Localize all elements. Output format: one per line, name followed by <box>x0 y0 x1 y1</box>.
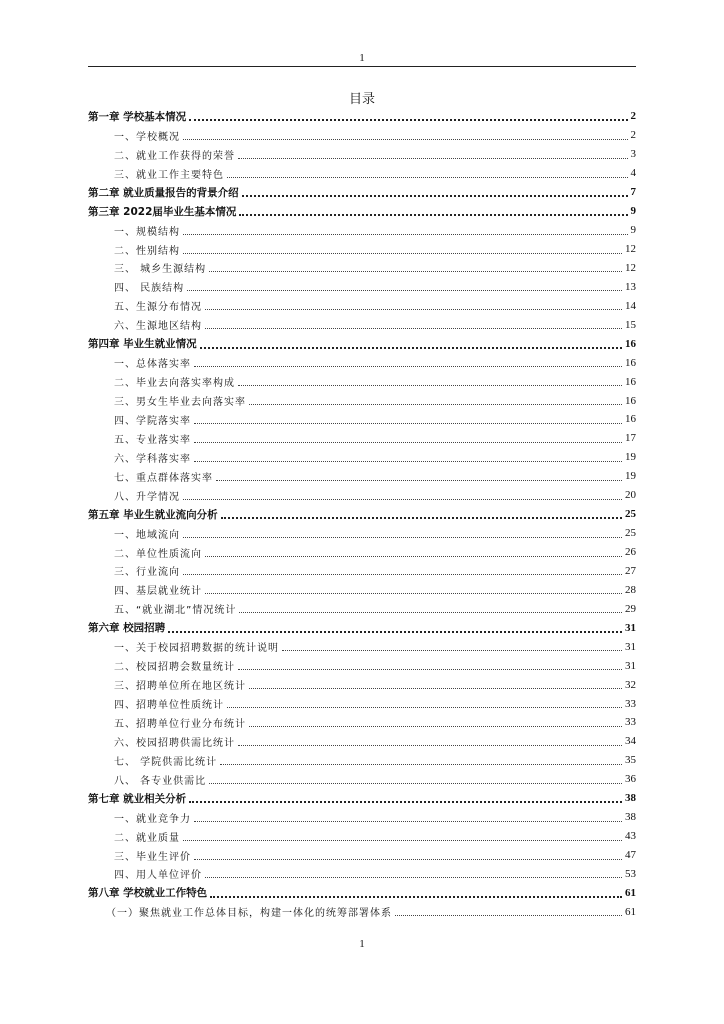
toc-leader-dots <box>205 546 622 557</box>
toc-entry-page: 47 <box>625 849 636 862</box>
toc-leader-dots <box>242 185 628 197</box>
toc-entry-title: 二、就业工作获得的荣誉 <box>114 150 235 162</box>
toc-section-entry[interactable] <box>88 524 636 543</box>
toc-entry-page: 19 <box>625 451 636 464</box>
toc-leader-dots <box>220 754 622 765</box>
toc-chapter-entry[interactable] <box>88 202 636 221</box>
toc-entry-title: 二、就业质量 <box>114 832 180 844</box>
toc-entry-title: 一、学校概况 <box>114 131 180 143</box>
toc-entry-title: 二、性别结构 <box>114 245 180 257</box>
toc-section-entry[interactable] <box>88 846 636 865</box>
toc-section-entry[interactable] <box>88 770 636 789</box>
toc-chapter-entry[interactable] <box>88 618 636 637</box>
toc-entry-page: 61 <box>625 905 636 918</box>
toc-entry-title: 四、学院落实率 <box>114 415 191 427</box>
toc-section-entry[interactable] <box>88 732 636 751</box>
toc-leader-dots <box>183 489 622 500</box>
toc-entry-page: 38 <box>625 792 636 805</box>
toc-leader-dots <box>194 451 622 462</box>
toc-chapter-entry[interactable] <box>88 789 636 808</box>
toc-leader-dots <box>183 527 622 538</box>
toc-chapter-entry[interactable] <box>88 334 636 353</box>
toc-entry-page: 3 <box>630 148 636 161</box>
toc-leader-dots <box>210 886 622 898</box>
toc-entry-title: 七、重点群体落实率 <box>114 472 213 484</box>
toc-entry-title: 一、总体落实率 <box>114 359 191 371</box>
toc-leader-dots <box>205 867 622 878</box>
toc-leader-dots <box>238 735 622 746</box>
toc-section-entry[interactable] <box>88 315 636 334</box>
toc-entry-title: 五、专业落实率 <box>114 434 191 446</box>
toc-section-entry[interactable] <box>88 656 636 675</box>
toc-entry-title: 五、招聘单位行业分布统计 <box>114 718 246 730</box>
toc-entry-page: 26 <box>625 546 636 559</box>
toc-entry-title: 三、招聘单位所在地区统计 <box>114 681 246 693</box>
toc-entry-page: 2 <box>630 110 636 123</box>
toc-leader-dots <box>249 716 622 727</box>
toc-section-entry[interactable] <box>88 240 636 259</box>
toc-entry-title: 六、生源地区结构 <box>114 321 202 333</box>
toc-entry-page: 27 <box>625 564 636 577</box>
toc-entry-title: 三、男女生毕业去向落实率 <box>114 397 246 409</box>
toc-entry-page: 33 <box>625 716 636 729</box>
toc-entry-page: 38 <box>625 811 636 824</box>
toc-section-entry[interactable] <box>88 353 636 372</box>
toc-entry-title: 六、校园招聘供需比统计 <box>114 737 235 749</box>
toc-section-entry[interactable] <box>88 221 636 240</box>
toc-entry-title: 第七章 就业相关分析 <box>88 792 187 805</box>
toc-entry-page: 16 <box>625 413 636 426</box>
toc-title: 目录 <box>348 92 375 107</box>
toc-entry-title: 四、 民族结构 <box>114 283 185 295</box>
header-page-number: 1 <box>359 52 365 64</box>
toc-entry-page: 19 <box>625 470 636 483</box>
toc-entry-title: 一、地域流向 <box>114 529 180 541</box>
toc-leader-dots <box>187 280 622 291</box>
toc-entry-page: 17 <box>625 432 636 445</box>
toc-section-entry[interactable] <box>88 372 636 391</box>
toc-entry-page: 25 <box>625 508 636 521</box>
toc-chapter-entry[interactable] <box>88 883 636 902</box>
toc-leader-dots <box>205 583 622 594</box>
toc-entry-title: 一、就业竞争力 <box>114 813 191 825</box>
toc-entry-title: 第八章 学校就业工作特色 <box>88 887 208 900</box>
toc-entry-page: 16 <box>625 375 636 388</box>
toc-section-entry[interactable] <box>88 410 636 429</box>
toc-section-entry[interactable] <box>88 126 636 145</box>
toc-entry-title: 二、校园招聘会数量统计 <box>114 662 235 674</box>
toc-section-entry[interactable] <box>88 259 636 278</box>
toc-entry-title: 八、 各专业供需比 <box>114 775 207 787</box>
toc-entry-page: 43 <box>625 830 636 843</box>
toc-entry-page: 28 <box>625 583 636 596</box>
toc-entry-title: 二、毕业去向落实率构成 <box>114 378 235 390</box>
toc-entry-page: 12 <box>625 243 636 256</box>
toc-section-entry[interactable] <box>88 694 636 713</box>
toc-section-entry[interactable] <box>88 429 636 448</box>
toc-leader-dots <box>249 678 622 689</box>
toc-entry-title: 七、 学院供需比统计 <box>114 756 218 768</box>
toc-entry-title: 第二章 就业质量报告的背景介绍 <box>88 186 239 199</box>
toc-leader-dots <box>238 659 622 670</box>
toc-entry-page: 25 <box>625 527 636 540</box>
toc-leader-dots <box>238 148 628 159</box>
toc-section-entry[interactable] <box>88 902 636 921</box>
toc-entry-title: 三、毕业生评价 <box>114 851 191 863</box>
toc-entry-title: 第一章 学校基本情况 <box>88 110 187 123</box>
toc-entry-page: 32 <box>625 678 636 691</box>
toc-entry-page: 31 <box>625 621 636 634</box>
toc-leader-dots <box>239 602 622 613</box>
toc-entry-title: 四、基层就业统计 <box>114 586 202 598</box>
toc-entry-page: 9 <box>630 205 636 218</box>
toc-entry-title: 一、规模结构 <box>114 226 180 238</box>
toc-leader-dots <box>227 697 622 708</box>
toc-entry-page: 34 <box>625 735 636 748</box>
toc-entry-title: （一）聚焦就业工作总体目标，构建一体化的统筹部署体系 <box>106 908 392 920</box>
toc-leader-dots <box>221 507 622 519</box>
toc-leader-dots <box>194 413 622 424</box>
toc-entry-page: 12 <box>625 261 636 274</box>
toc-section-entry[interactable] <box>88 296 636 315</box>
toc-leader-dots <box>183 129 628 140</box>
toc-entry-page: 7 <box>630 186 636 199</box>
toc-entry-page: 4 <box>630 167 636 180</box>
toc-section-entry[interactable] <box>88 543 636 562</box>
toc-leader-dots <box>249 394 622 405</box>
toc-leader-dots <box>189 109 627 121</box>
toc-entry-title: 第三章 2022届毕业生基本情况 <box>88 205 237 218</box>
toc-leader-dots <box>200 337 622 349</box>
toc-leader-dots <box>183 243 622 254</box>
toc-entry-title: 三、 城乡生源结构 <box>114 264 207 276</box>
toc-section-entry[interactable] <box>88 164 636 183</box>
toc-leader-dots <box>209 261 622 272</box>
toc-leader-dots <box>183 564 622 575</box>
toc-section-entry[interactable] <box>88 599 636 618</box>
toc-section-entry[interactable] <box>88 277 636 296</box>
toc-section-entry[interactable] <box>88 467 636 486</box>
toc-entry-title: 四、招聘单位性质统计 <box>114 700 224 712</box>
toc-leader-dots <box>205 299 622 310</box>
toc-leader-dots <box>216 470 622 481</box>
toc-entry-page: 20 <box>625 489 636 502</box>
toc-section-entry[interactable] <box>88 637 636 656</box>
header-rule <box>88 66 636 67</box>
toc-entry-page: 35 <box>625 754 636 767</box>
toc-entry-title: 五、“就业湖北”情况统计 <box>114 605 237 617</box>
toc-entry-page: 33 <box>625 697 636 710</box>
toc-section-entry[interactable] <box>88 448 636 467</box>
toc-chapter-entry[interactable] <box>88 107 636 126</box>
toc-entry-title: 二、单位性质流向 <box>114 548 202 560</box>
toc-entry-title: 第四章 毕业生就业情况 <box>88 338 197 351</box>
toc-leader-dots <box>282 640 622 651</box>
toc-entry-page: 31 <box>625 659 636 672</box>
toc-leader-dots <box>194 849 622 860</box>
toc-leader-dots <box>239 204 627 216</box>
toc-leader-dots <box>194 811 622 822</box>
toc-section-entry[interactable] <box>88 865 636 884</box>
toc-chapter-entry[interactable] <box>88 183 636 202</box>
toc-entry-title: 一、关于校园招聘数据的统计说明 <box>114 643 279 655</box>
toc-entry-title: 第五章 毕业生就业流向分析 <box>88 508 218 521</box>
toc-entry-page: 2 <box>630 129 636 142</box>
toc-leader-dots <box>227 167 628 178</box>
toc-section-entry[interactable] <box>88 562 636 581</box>
toc-entry-title: 三、行业流向 <box>114 567 180 579</box>
toc-entry-page: 14 <box>625 299 636 312</box>
toc-section-entry[interactable] <box>88 675 636 694</box>
toc-leader-dots <box>189 791 622 803</box>
toc-entry-title: 四、用人单位评价 <box>114 870 202 882</box>
toc-entry-page: 36 <box>625 773 636 786</box>
toc-entry-page: 29 <box>625 602 636 615</box>
toc-leader-dots <box>183 224 628 235</box>
toc-entry-page: 16 <box>625 337 636 350</box>
toc-entry-title: 八、升学情况 <box>114 491 180 503</box>
toc-entry-page: 16 <box>625 356 636 369</box>
toc-chapter-entry[interactable] <box>88 505 636 524</box>
toc-entry-title: 五、生源分布情况 <box>114 302 202 314</box>
toc-entry-page: 15 <box>625 318 636 331</box>
toc-section-entry[interactable] <box>88 713 636 732</box>
toc-entry-title: 第六章 校园招聘 <box>88 622 166 635</box>
toc-leader-dots <box>194 356 622 367</box>
toc-section-entry[interactable] <box>88 827 636 846</box>
toc-section-entry[interactable] <box>88 808 636 827</box>
toc-entry-title: 六、学科落实率 <box>114 453 191 465</box>
toc-section-entry[interactable] <box>88 580 636 599</box>
toc-leader-dots <box>205 318 622 329</box>
toc-entry-page: 16 <box>625 394 636 407</box>
toc-entry-page: 53 <box>625 867 636 880</box>
toc-leader-dots <box>238 375 622 386</box>
toc-entry-page: 9 <box>630 224 636 237</box>
toc-entry-page: 61 <box>625 886 636 899</box>
toc-leader-dots <box>209 773 622 784</box>
toc-section-entry[interactable] <box>88 751 636 770</box>
toc-entry-page: 13 <box>625 280 636 293</box>
toc-leader-dots <box>194 432 622 443</box>
toc-entry-page: 31 <box>625 640 636 653</box>
toc-section-entry[interactable] <box>88 145 636 164</box>
footer-page-number: 1 <box>359 938 365 950</box>
toc-leader-dots <box>183 830 622 841</box>
toc-leader-dots <box>395 905 622 916</box>
table-of-contents <box>88 107 636 921</box>
toc-section-entry[interactable] <box>88 391 636 410</box>
toc-entry-title: 三、就业工作主要特色 <box>114 169 224 181</box>
toc-section-entry[interactable] <box>88 486 636 505</box>
toc-leader-dots <box>168 621 622 633</box>
